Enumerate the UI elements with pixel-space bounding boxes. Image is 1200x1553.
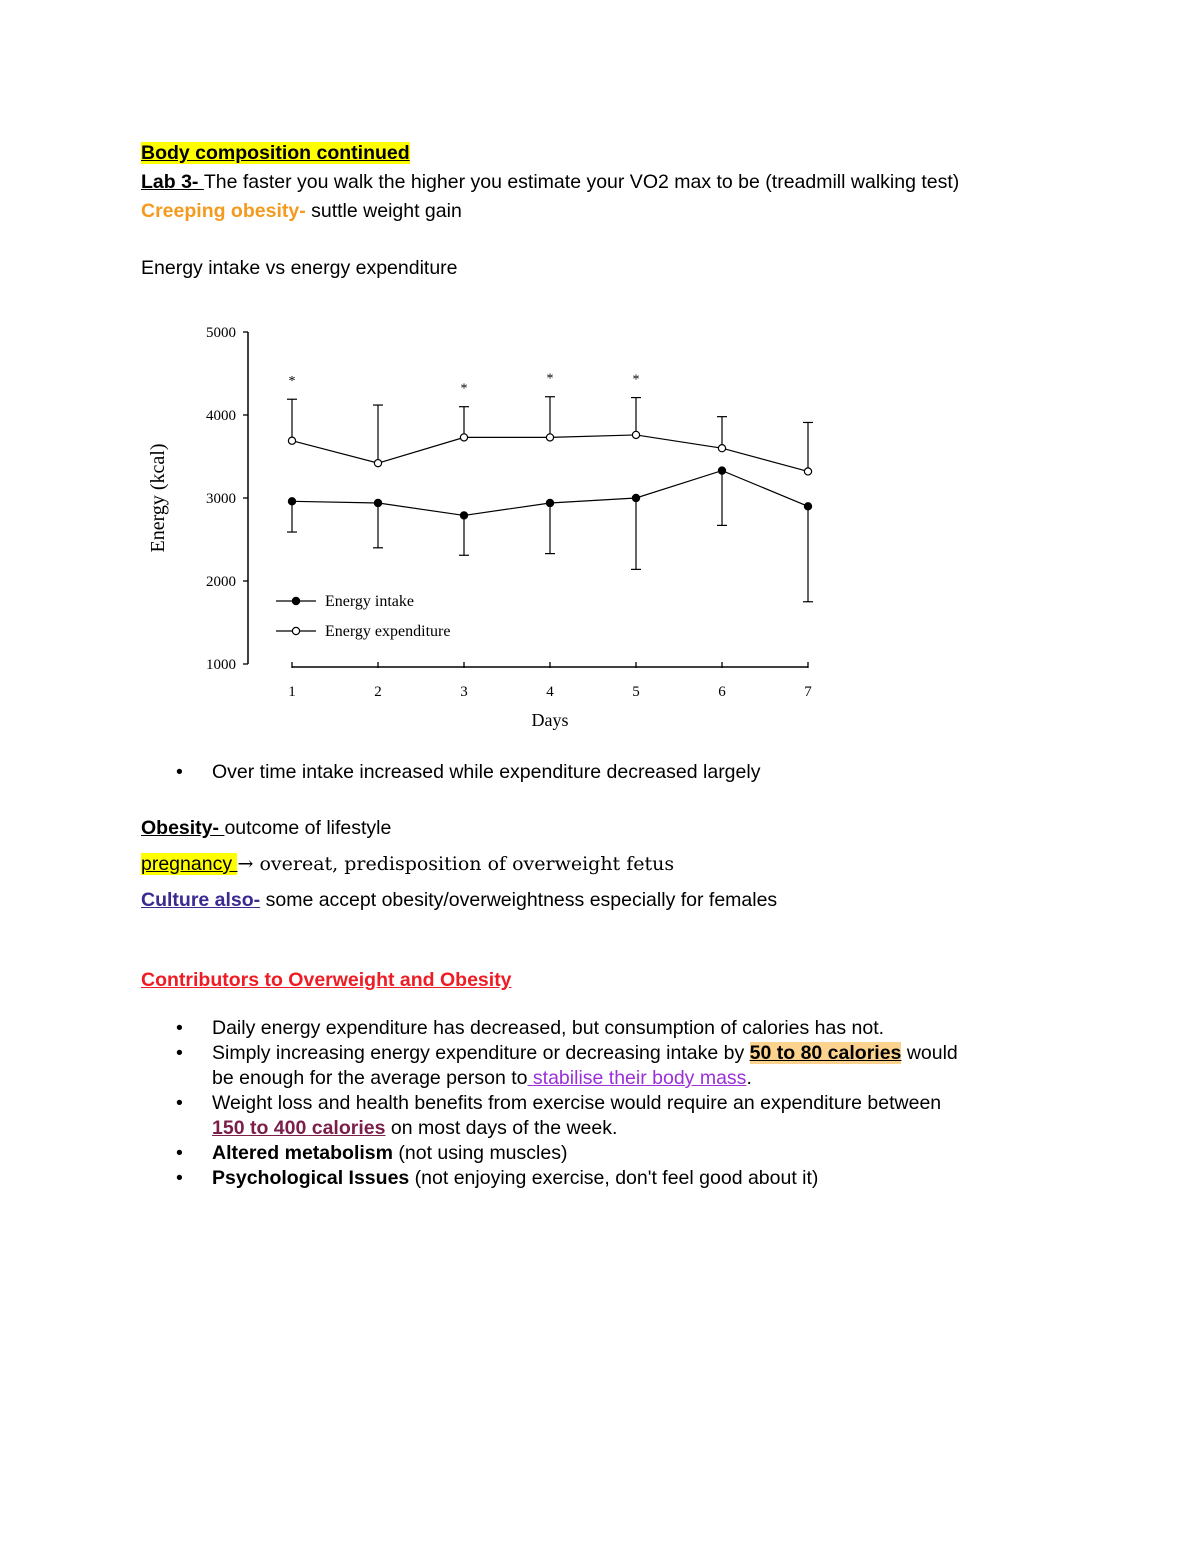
psychological-issues-text: (not enjoying exercise, don't feel good about it) (409, 1167, 819, 1189)
bullet-glyph: • (176, 1167, 183, 1189)
x-tick-label: 1 (288, 684, 296, 700)
data-point (374, 460, 381, 467)
x-tick-label: 7 (804, 684, 812, 700)
lab3-text: The faster you walk the higher you estimate your VO2 max to be (treadmill walking test) (203, 171, 960, 193)
data-point (288, 437, 295, 444)
bullet-altered-metabolism (212, 1141, 567, 1165)
data-point (374, 499, 381, 506)
b2-pre: Simply increasing energy expenditure or decreasing intake by (212, 1042, 750, 1064)
obesity-label: Obesity- (141, 817, 225, 839)
obesity-line (141, 816, 391, 840)
b3-post: on most days of the week. (385, 1117, 618, 1139)
bullet-glyph: • (176, 1092, 183, 1114)
y-tick-label: 5000 (206, 325, 236, 341)
data-point (718, 445, 725, 452)
psychological-issues-label: Psychological Issues (212, 1167, 410, 1189)
x-tick-label: 5 (632, 684, 640, 700)
legend-marker (292, 597, 299, 604)
y-tick-label: 4000 (206, 408, 236, 424)
bullet-increase-expenditure (212, 1041, 958, 1065)
energy-chart (140, 318, 840, 730)
data-point (460, 434, 467, 441)
calories-50-80: 50 to 80 calories (749, 1042, 902, 1064)
b2-end: . (746, 1067, 752, 1089)
data-point (804, 503, 811, 510)
x-tick-label: 2 (374, 684, 382, 700)
data-point (288, 498, 295, 505)
altered-metabolism-label: Altered metabolism (212, 1142, 393, 1164)
bullet-weight-loss: Weight loss and health benefits from exercise would require an expenditure between (212, 1092, 942, 1114)
bullet-psychological-issues (212, 1166, 818, 1190)
y-axis-label: Energy (kcal) (147, 443, 169, 553)
bullet-glyph: • (176, 1142, 183, 1164)
culture-label: Culture also- (141, 889, 261, 911)
legend-marker (292, 627, 299, 634)
bullet-glyph: • (176, 1017, 183, 1039)
bullet-glyph: • (176, 761, 183, 783)
data-point (632, 431, 639, 438)
contributors-heading-text: Contributors to Overweight and Obesity (141, 969, 512, 991)
chart-caption: Energy intake vs energy expenditure (141, 257, 458, 279)
altered-metabolism-text: (not using muscles) (392, 1142, 568, 1164)
data-point (804, 468, 811, 475)
lab3-line (141, 170, 959, 194)
x-tick-label: 6 (718, 684, 726, 700)
y-tick-label: 3000 (206, 491, 236, 507)
data-point (546, 434, 553, 441)
legend-label: Energy expenditure (325, 623, 451, 640)
significance-marker: * (546, 371, 554, 387)
pregnancy-label: pregnancy (141, 853, 238, 875)
x-tick-label: 3 (460, 684, 468, 700)
creeping-line (141, 199, 462, 223)
significance-marker: * (460, 381, 468, 397)
creeping-label: Creeping obesity- (141, 200, 306, 222)
lab3-label: Lab 3- (141, 171, 204, 193)
page-heading (141, 141, 410, 165)
data-point (546, 499, 553, 506)
bullet-increase-expenditure-line2 (212, 1066, 752, 1090)
data-point (460, 512, 467, 519)
heading-text: Body composition continued (141, 142, 410, 164)
legend-label: Energy intake (325, 593, 415, 610)
bullet-weight-loss-line2 (212, 1116, 617, 1140)
obesity-text: outcome of lifestyle (224, 817, 392, 839)
x-axis-label: Days (531, 710, 569, 730)
pregnancy-text: → overeat, predisposition of overweight fetus (237, 853, 675, 875)
data-point (718, 467, 725, 474)
creeping-text: suttle weight gain (305, 200, 462, 222)
significance-marker: * (288, 374, 296, 390)
calories-150-400: 150 to 400 calories (212, 1117, 386, 1139)
pregnancy-line (141, 852, 674, 876)
culture-line (141, 888, 777, 912)
bullet-daily-expenditure: Daily energy expenditure has decreased, but consumption of calories has not. (212, 1017, 885, 1039)
y-tick-label: 2000 (206, 574, 236, 590)
b2-post: would (901, 1042, 958, 1064)
bullet-glyph: • (176, 1042, 183, 1064)
significance-marker: * (632, 372, 640, 388)
bullet-intake-expenditure: Over time intake increased while expenditure decreased largely (212, 761, 761, 783)
b2-line2-pre: be enough for the average person to (212, 1067, 528, 1089)
x-tick-label: 4 (546, 684, 554, 700)
stabilise-body-mass-link[interactable]: stabilise their body mass (527, 1067, 747, 1089)
contributors-heading (141, 968, 512, 992)
data-point (632, 494, 639, 501)
y-tick-label: 1000 (206, 657, 236, 673)
culture-text: some accept obesity/overweightness especially for females (260, 889, 778, 911)
